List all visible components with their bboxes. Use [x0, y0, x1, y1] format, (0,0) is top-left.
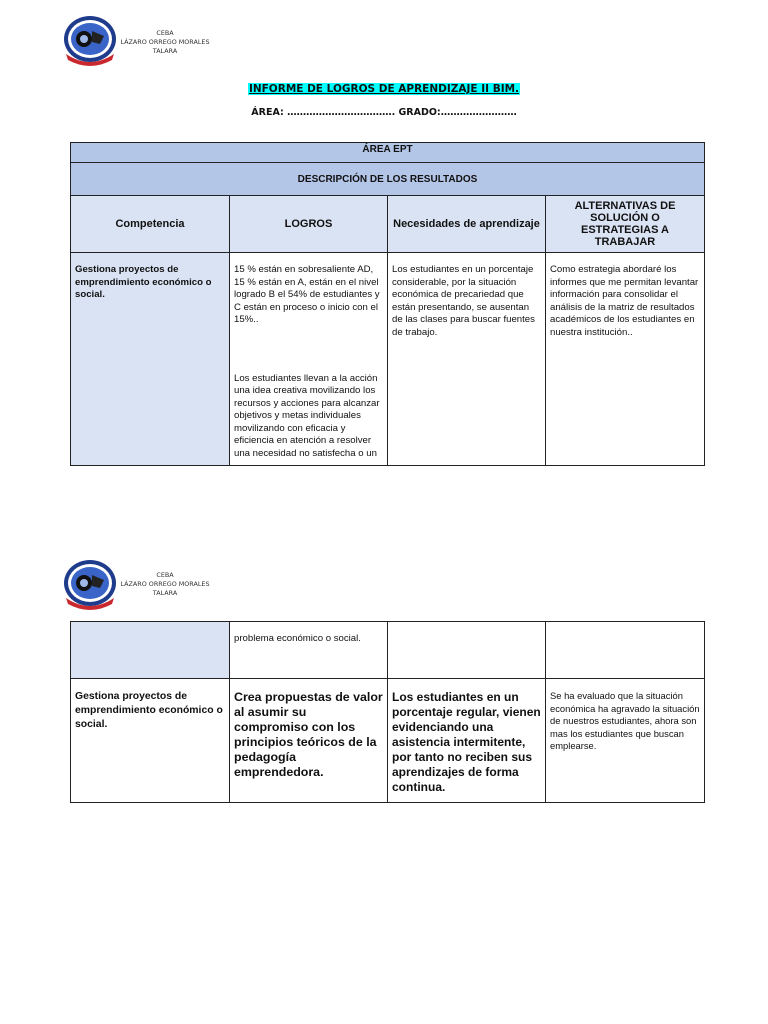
report-subtitle-wrap	[0, 102, 768, 120]
school-name	[118, 571, 212, 598]
competencia-cell	[71, 622, 230, 679]
results-table-continued	[70, 621, 705, 803]
table-row	[71, 253, 705, 466]
alternativas-cell: Como estrategia abordaré los informes que me permitan levantar información para consolidar el análisis de la matriz de resultados académicos de los estudiantes en nuestra institución..	[546, 253, 705, 466]
competencia-cell: Gestiona proyectos de emprendimiento económico o social.	[71, 253, 230, 466]
page-2	[0, 550, 768, 1020]
table-row	[71, 622, 705, 679]
section-title: DESCRIPCIÓN DE LOS RESULTADOS	[71, 163, 705, 196]
school-seal-icon	[62, 558, 118, 610]
report-title-wrap	[0, 79, 768, 97]
necesidades-cell: Los estudiantes en un porcentaje regular, vienen evidenciando una asistencia intermitente, por tanto no reciben sus aprendizajes de forma continua.	[388, 679, 546, 803]
logros-cell: Crea propuestas de valor al asumir su compromiso con los principios teóricos de la pedagogía emprendedora.	[230, 679, 388, 803]
competencia-cell: Gestiona proyectos de emprendimiento económico o social.	[71, 679, 230, 803]
school-name-line: CEBA	[156, 571, 174, 579]
results-table	[70, 142, 705, 466]
page-1	[0, 0, 768, 500]
column-header-competencia: Competencia	[71, 196, 230, 253]
school-name-line: TALARA	[152, 589, 178, 597]
logros-cell	[230, 253, 388, 466]
area-title: ÁREA EPT	[71, 143, 705, 163]
report-title: INFORME DE LOGROS DE APRENDIZAJE II BIM.	[248, 83, 520, 95]
school-seal-icon	[62, 14, 118, 66]
area-grade-line: ÁREA: ……………………………. GRADO:……………………	[251, 107, 517, 118]
school-name-line: CEBA	[156, 29, 174, 37]
alternativas-cell: Se ha evaluado que la situación económica ha agravado la situación de nuestros estudiantes, ahora son mas los estudiantes que buscan emplearse.	[546, 679, 705, 803]
column-header-logros: LOGROS	[230, 196, 388, 253]
logros-paragraph: Los estudiantes llevan a la acción una idea creativa movilizando los recursos y acciones para alcanzar objetivos y metas individuales movilizando con eficacia y eficiencia en atención a resolver una necesidad no satisfecha o un	[234, 372, 380, 459]
necesidades-cell: Los estudiantes en un porcentaje considerable, por la situación económica de precariedad que están presentando, se ausentan de las clases para buscar fuentes de trabajo.	[388, 253, 546, 466]
paragraph-gap	[234, 327, 383, 373]
alternativas-cell	[546, 622, 705, 679]
school-name	[118, 29, 212, 56]
school-name-line: TALARA	[152, 47, 178, 55]
school-name-line: LÁZARO ORREGO MORALES	[120, 580, 210, 588]
school-name-line: LÁZARO ORREGO MORALES	[120, 38, 210, 46]
column-header-alternativas: ALTERNATIVAS DE SOLUCIÓN O ESTRATEGIAS A TRABAJAR	[546, 196, 705, 253]
logros-paragraph: 15 % están en sobresaliente AD, 15 % están en A, están en el nivel logrado B el 54% de estudiantes y C están en proceso o inicio con el 15%..	[234, 264, 380, 325]
necesidades-cell	[388, 622, 546, 679]
logros-cell: problema económico o social.	[230, 622, 388, 679]
column-header-necesidades: Necesidades de aprendizaje	[388, 196, 546, 253]
table-row	[71, 679, 705, 803]
